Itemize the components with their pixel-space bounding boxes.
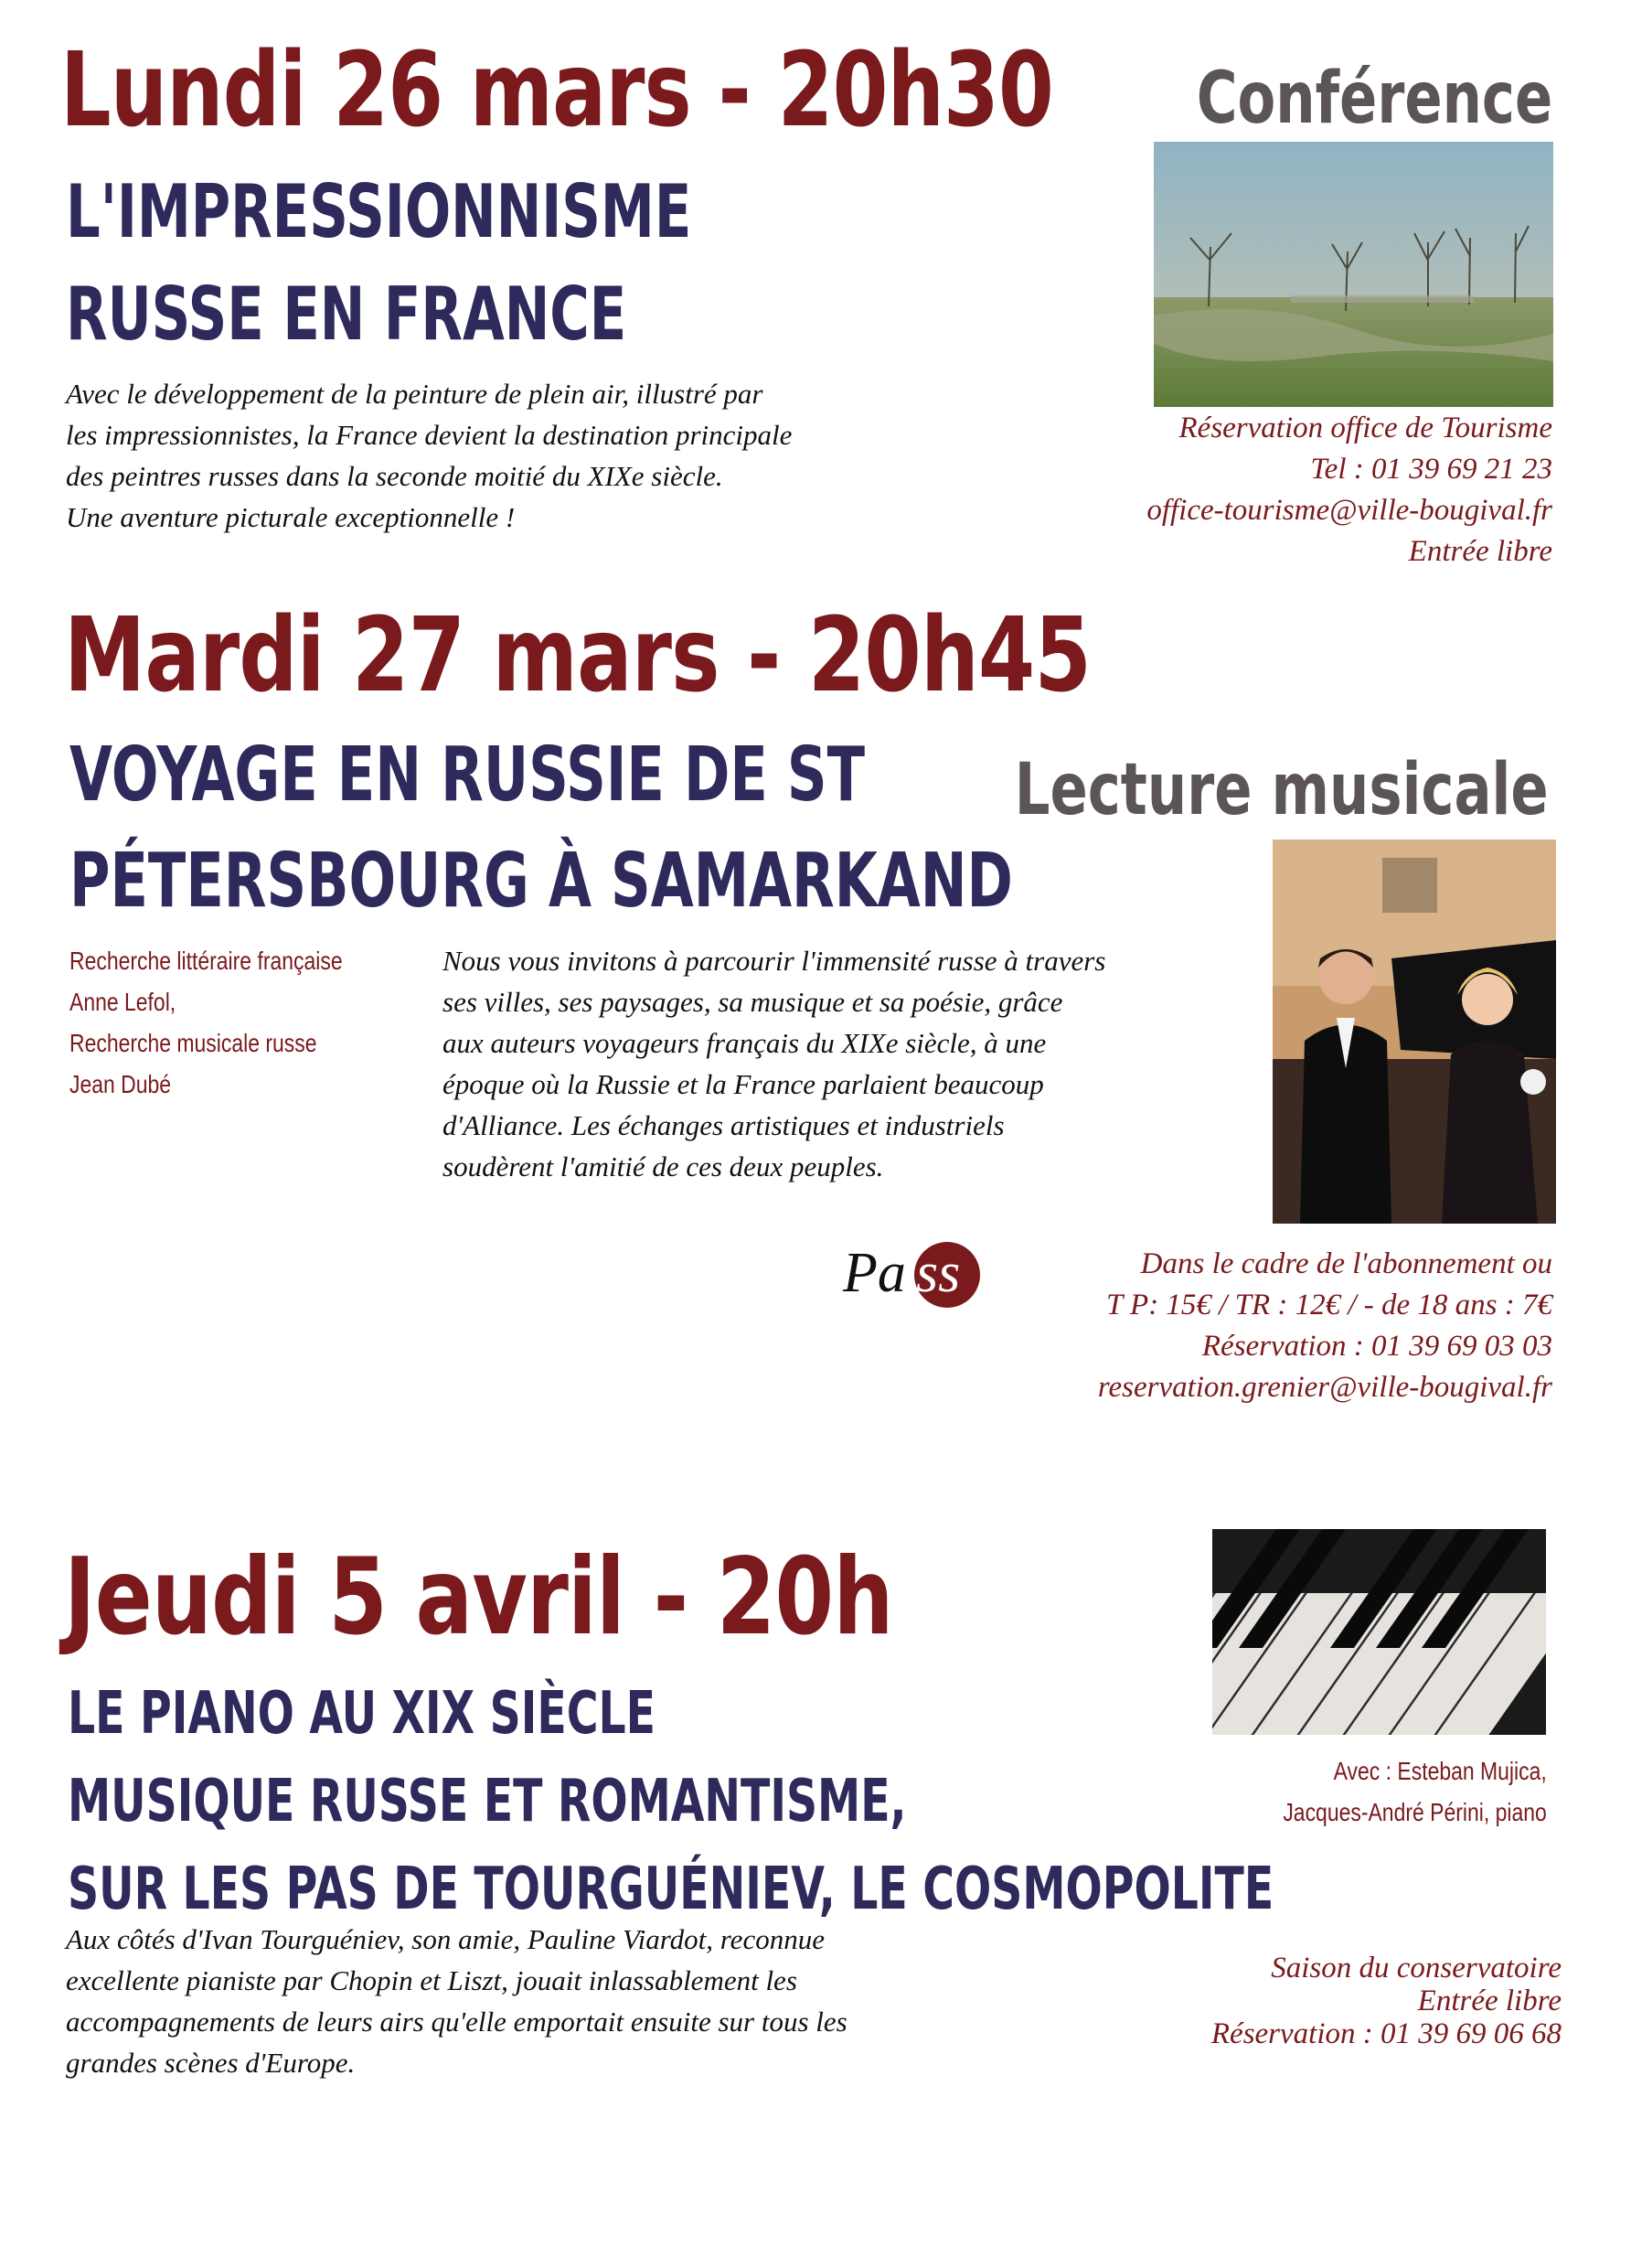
description-line: Aux côtés d'Ivan Tourguéniev, son amie, Pauline Viardot, reconnue <box>66 1923 825 1955</box>
event1-date: Lundi 26 mars - 20h30 <box>60 31 1054 150</box>
credit-line: Jacques-André Périni, piano <box>1283 1798 1547 1826</box>
description-line: d'Alliance. Les échanges artistiques et industriels <box>442 1109 1005 1141</box>
event3-title-line: MUSIQUE RUSSE ET ROMANTISME, <box>68 1768 907 1835</box>
email-link[interactable]: reservation.grenier@ville-bougival.fr <box>1097 1371 1552 1404</box>
pass-logo-text-suffix: ss <box>916 1242 961 1304</box>
event2-date: Mardi 27 mars - 20h45 <box>64 596 1092 715</box>
event2-credits <box>69 940 343 1105</box>
event3-description <box>66 1919 847 2083</box>
description-line: Une aventure picturale exceptionnelle ! <box>66 501 516 533</box>
event2-title <box>69 722 1013 935</box>
credit-line: Recherche musicale russe <box>69 1029 317 1057</box>
description-line: époque où la Russie et la France parlaient beaucoup <box>442 1068 1044 1100</box>
credit-line: Avec : Esteban Mujica, <box>1333 1757 1547 1785</box>
landscape-painting-image <box>1154 142 1553 407</box>
event2-description <box>442 940 1105 1187</box>
event1-title-line: L'IMPRESSIONNISME <box>66 169 692 254</box>
info-line: Saison du conservatoire <box>1271 1952 1562 1984</box>
email-link[interactable]: office-tourisme@ville-bougival.fr <box>1146 494 1552 527</box>
event3-credits <box>1283 1750 1546 1833</box>
description-line: grandes scènes d'Europe. <box>66 2047 356 2079</box>
description-line: ses villes, ses paysages, sa musique et sa poésie, grâce <box>442 986 1063 1018</box>
event1-painting <box>1154 142 1553 407</box>
description-line: des peintres russes dans la seconde moitié du XIXe siècle. <box>66 460 723 492</box>
pass-logo <box>839 1236 1004 1310</box>
event2-photo <box>1273 840 1556 1224</box>
pass-logo-text-prefix: Pa <box>843 1242 906 1304</box>
description-line: Nous vous invitons à parcourir l'immensité russe à travers <box>442 945 1106 977</box>
info-line: T P: 15€ / TR : 12€ / - de 18 ans : 7€ <box>1106 1289 1552 1321</box>
musicians-photo-image <box>1273 840 1556 1224</box>
event2-info <box>1098 1244 1552 1408</box>
info-line: Dans le cadre de l'abonnement ou <box>1140 1247 1552 1280</box>
event3-title-line: SUR LES PAS DE TOURGUÉNIEV, LE COSMOPOLITE <box>68 1856 1274 1923</box>
credit-line: Anne Lefol, <box>69 988 176 1016</box>
event2-category: Lecture musicale <box>1015 749 1549 831</box>
event3-title <box>68 1670 1274 1933</box>
event1-title-line: RUSSE EN FRANCE <box>66 272 627 357</box>
info-line: Entrée libre <box>1417 1984 1562 2017</box>
credit-line: Recherche littéraire française <box>69 947 343 975</box>
event1-info <box>1146 408 1552 572</box>
event1-category: Conférence <box>1196 58 1552 140</box>
event2-title-line: VOYAGE EN RUSSIE DE ST <box>69 732 866 818</box>
description-line: les impressionnistes, la France devient la destination principale <box>66 419 793 451</box>
event2-title-line: PÉTERSBOURG À SAMARKAND <box>69 838 1013 925</box>
event1-title <box>66 161 691 366</box>
event3-title-line: LE PIANO AU XIX SIÈCLE <box>68 1680 656 1748</box>
event3-date: Jeudi 5 avril - 20h <box>64 1535 893 1659</box>
credit-line: Jean Dubé <box>69 1070 172 1098</box>
description-line: soudèrent l'amitié de ces deux peuples. <box>442 1150 884 1182</box>
info-line: Réservation : 01 39 69 06 68 <box>1210 2017 1562 2050</box>
event3-info <box>1211 1952 1562 2050</box>
description-line: aux auteurs voyageurs français du XIXe siècle, à une <box>442 1027 1047 1059</box>
description-line: accompagnements de leurs airs qu'elle emportait ensuite sur tous les <box>66 2006 847 2038</box>
description-line: Avec le développement de la peinture de plein air, illustré par <box>66 378 763 410</box>
info-line: Tel : 01 39 69 21 23 <box>1310 453 1552 486</box>
info-line: Réservation office de Tourisme <box>1178 412 1552 444</box>
description-line: excellente pianiste par Chopin et Liszt, jouait inlassablement les <box>66 1964 797 1996</box>
event1-description <box>66 373 792 538</box>
info-line: Entrée libre <box>1408 535 1552 568</box>
info-line: Réservation : 01 39 69 03 03 <box>1201 1330 1552 1363</box>
